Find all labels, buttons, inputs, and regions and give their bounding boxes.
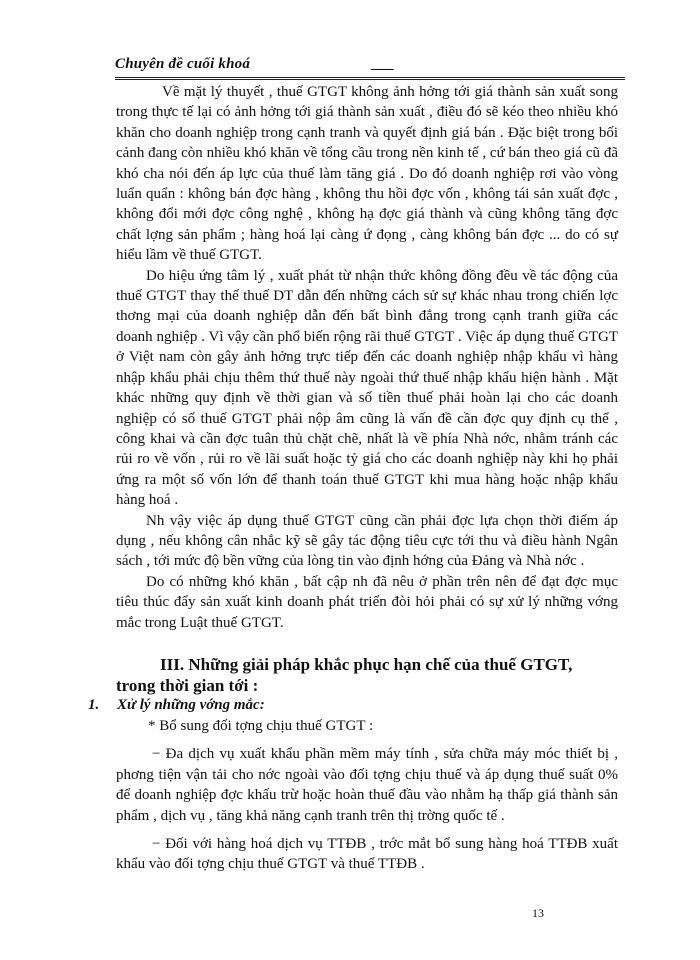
paragraph-3: Nh vậy việc áp dụng thuế GTGT cũng cần phải đợc lựa chọn thời điểm áp dụng , nếu không cân nhắc kỹ sẽ gây tác động tiêu cực tới thu và điều hành Ngân sách , tới mức độ bền vững của lòng tin vào định hớng của Đảng và Nhà nớc . [116,512,618,570]
dash-item-2: − Đối với hàng hoá dịch vụ TTĐB , trớc mắt bổ sung hàng hoá TTĐB xuất khẩu vào đối tợng chịu thuế GTGT và thuế TTĐB . [116,836,618,873]
section-heading-line-1: III. Những giải pháp khắc phục hạn chế của thuế GTGT, [160,655,573,674]
section-heading-line-2: trong thời gian tới : [116,676,259,695]
paragraph-2: Do hiệu ứng tâm lý , xuất phát từ nhận thức không đồng đều về tác động của thuế GTGT thay thế thuế DT dẫn đến những cách sử sự khác nhau trong chiến lợc thơng mại của doanh nghiệp dẫn đến bất bình đẳng trong cạnh tranh giữa các doanh nghiệp . Vì vậy cần phổ biến rộng rãi thuế GTGT . Việc áp dụng thuế GTGT ở Việt nam còn gây ảnh hởng trực tiếp đến các doanh nghiệp nhập khẩu vì hàng nhập khẩu phải chịu thêm thứ thuế này ngoài thứ thuế nhập khẩu hiện hành . Mặt khác những quy định về thời gian và số tiền thuế phải hoàn lại cho các doanh nghiệp có số thuế GTGT phải nộp âm cũng là vấn đề cần đợc quy định cụ thể , công khai và cần đợc tuân thủ chặt chẽ, nhất là về phía Nhà nớc, nhằm tránh các rủi ro về vốn , rủi ro về lãi suất hoặc tỷ giá cho các doanh nghiệp này khi họ phải ứng ra một số vốn lớn để thanh toán thuế GTGT khi mua hàng hoặc nhập khẩu hàng hoá . [116,267,618,509]
header-dash: ___ [371,56,394,72]
paragraph-1: Về mặt lý thuyết , thuế GTGT không ảnh hởng tới giá thành sản xuất song trong thực tế lại có ảnh hởng tới giá thành sản xuất , điều đó sẽ kéo theo nhiều khó khăn cho doanh nghiệp trong cạnh tranh và quyết định giá bán . Đặc biệt trong bối cảnh đang còn nhiều khó khăn về tổng cầu trong nền kinh tế , cứ bán theo giá cũ đã khó cha nói đến áp lực của thuế làm tăng giá . Do đó doanh nghiệp rơi vào vòng luẩn quẩn : không bán đợc hàng , không thu hồi đợc vốn , không tái sản xuất đợc , không đổi mới đợc công nghệ , không hạ đợc giá thành và cũng không tăng đợc chất lợng sản phẩm ; hàng hoá lại càng ứ đọng , càng không bán đợc ... do có sự hiểu lầm về thuế GTGT. [116,84,618,264]
subheading-text: Xử lý những vớng mắc: [117,697,265,713]
section-heading-iii [116,654,621,696]
header-rule [115,77,625,80]
bullet-item: * Bổ sung đối tợng chịu thuế GTGT : [148,718,374,734]
header-title: Chuyên đề cuối khoá [115,56,251,72]
body-text-2 [116,716,618,875]
subheading-1 [88,697,265,714]
body-text [116,82,618,633]
paragraph-4: Do có những khó khăn , bất cập nh đã nêu ở phần trên nên để đạt đợc mục tiêu thúc đẩy sản xuất kinh doanh phát triển đòi hỏi phải có sự xử lý những vớng mắc trong Luật thuế GTGT. [116,573,618,631]
subheading-number: 1. [88,697,100,713]
dash-item-1: − Đa dịch vụ xuất khẩu phần mềm máy tính , sửa chữa máy móc thiết bị , phơng tiện vận tải cho nớc ngoài vào đối tợng chịu thuế và áp dụng thuế suất 0% để doanh nghiệp đợc khấu trừ hoặc hoàn thuế đầu vào nhằm hạ thấp giá thành sản phẩm , dịch vụ , tăng khả năng cạnh tranh trên thị trờng quốc tế . [116,746,618,824]
page-header [115,56,625,78]
page-number: 13 [532,906,544,920]
